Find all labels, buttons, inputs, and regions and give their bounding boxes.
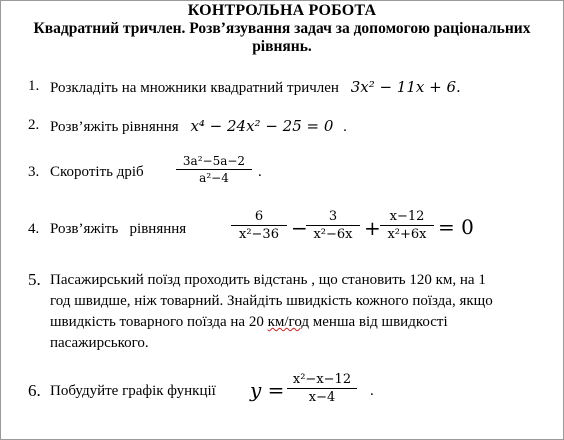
fraction-numerator: 3: [328, 209, 338, 224]
task-text: [50, 78, 461, 97]
task-expression: 3x² − 11x + 6.: [350, 78, 461, 96]
fraction-bar: [176, 169, 252, 170]
fraction-bar: [287, 388, 357, 389]
function-fraction: [287, 372, 357, 405]
task-end-dot: .: [343, 119, 347, 135]
equation-rhs: = 0: [438, 215, 474, 239]
task-text: [50, 117, 347, 136]
fraction-denominator: x−4: [308, 390, 336, 405]
plus-operator: +: [364, 216, 381, 240]
task-instruction: Розкладіть на множники квадратний тричлен: [50, 80, 339, 96]
fraction-denominator: x²−36: [239, 227, 279, 242]
task-instruction: Побудуйте графік функції: [50, 383, 216, 399]
fraction-numerator: x²−x−12: [292, 372, 352, 387]
fraction-numerator: 6: [254, 209, 264, 224]
fraction: [176, 154, 252, 185]
page-subtitle: [0, 20, 564, 56]
fraction-denominator: x²+6x: [387, 227, 427, 242]
task-number: 6.: [28, 381, 41, 400]
fraction-numerator: x−12: [389, 209, 425, 224]
task-line: пасажирського.: [50, 335, 149, 351]
fraction-3: [380, 209, 434, 242]
subtitle-line-1: Квадратний тричлен. Розв’язування задач за допомогою раціональних: [33, 20, 531, 37]
page-title: КОНТРОЛЬНА РОБОТА: [187, 2, 377, 19]
task-line: Пасажирський поїзд проходить відстань , що становить 120 км, на 1: [50, 272, 486, 288]
function-lhs: y =: [250, 378, 285, 402]
task-expression: x⁴ − 24x² − 25 = 0: [190, 117, 334, 135]
task-instruction: Скоротіть дріб: [50, 164, 144, 180]
task-text-part: швидкість товарного поїзда на 20: [50, 314, 268, 330]
fraction-1: [231, 209, 287, 242]
task-line: [50, 312, 550, 333]
task-number: 4.: [28, 221, 40, 237]
fraction-bar: [306, 225, 360, 226]
fraction-2: [306, 209, 360, 242]
task-number: 2.: [28, 117, 40, 133]
fraction-bar: [380, 225, 434, 226]
fraction-denominator: x²−6x: [313, 227, 353, 242]
fraction-numerator: 3a²−5a−2: [182, 154, 246, 168]
task-number: 3.: [28, 164, 40, 180]
task-end-dot: .: [370, 383, 374, 399]
task-instruction: Розв’яжіть рівняння: [50, 221, 187, 237]
task-end-dot: .: [258, 164, 262, 180]
minus-operator: −: [291, 216, 308, 240]
subtitle-line-2: рівнянь.: [252, 38, 312, 55]
fraction-bar: [231, 225, 287, 226]
task-number: 5.: [28, 270, 41, 289]
task-instruction: Розв’яжіть рівняння: [50, 119, 179, 135]
spellcheck-word: км/год: [267, 314, 310, 330]
task-number: 1.: [28, 78, 40, 94]
task-line: год швидше, ніж товарний. Знайдіть швидкість кожного поїзда, якщо: [50, 293, 493, 309]
task-text-part: менша від швидкості: [309, 314, 448, 330]
task-text: [50, 270, 550, 354]
fraction-denominator: a²−4: [199, 171, 229, 185]
